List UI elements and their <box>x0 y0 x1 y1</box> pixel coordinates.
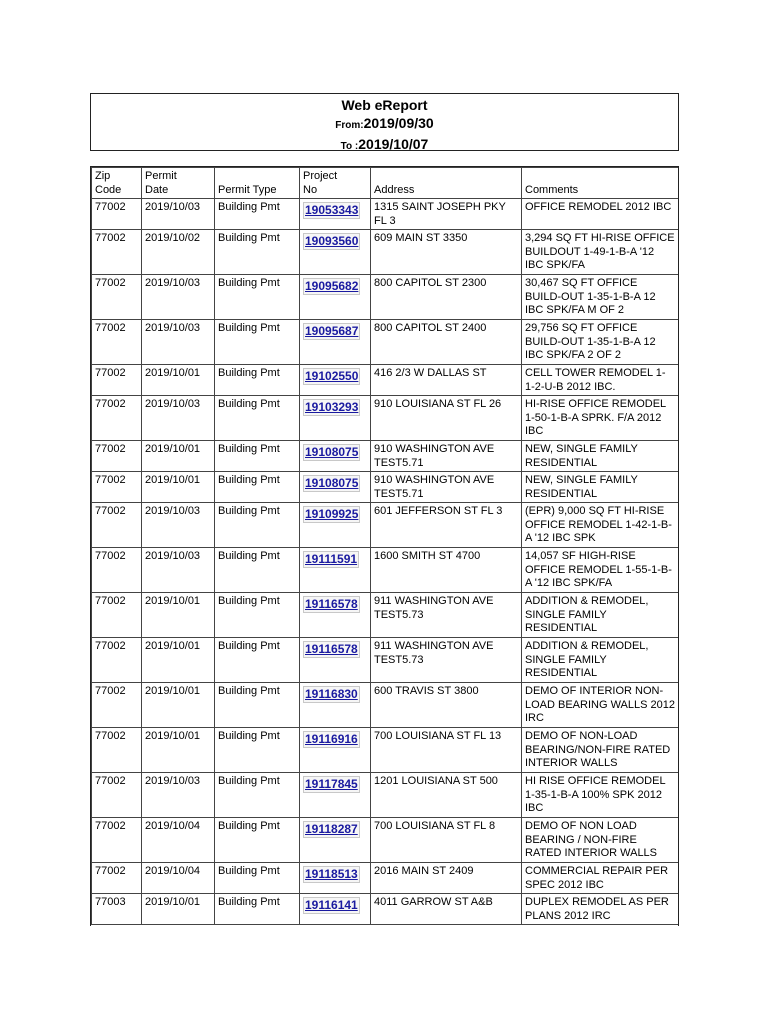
permit-date-cell: 2019/10/03 <box>142 773 215 818</box>
table-row <box>92 683 679 728</box>
zip-cell: 77002 <box>92 818 142 863</box>
project-number-link[interactable]: 19117845 <box>305 777 358 791</box>
permit-date-cell: 2019/10/01 <box>142 365 215 396</box>
permit-type-cell: Building Pmt <box>215 396 300 441</box>
table-row <box>92 365 679 396</box>
permit-date-cell: 2019/10/04 <box>142 863 215 894</box>
comments-cell: DEMO OF INTERIOR NON-LOAD BEARING WALLS 2012 IRC <box>522 683 679 728</box>
project-cell <box>300 472 371 503</box>
permit-table <box>91 167 679 925</box>
permit-type-cell: Building Pmt <box>215 593 300 638</box>
comments-cell: DUPLEX REMODEL AS PER PLANS 2012 IRC <box>522 894 679 925</box>
report-title: Web eReport <box>341 97 428 113</box>
comments-cell: HI RISE OFFICE REMODEL 1-35-1-B-A 100% SPK 2012 IBC <box>522 773 679 818</box>
permit-date-cell: 2019/10/01 <box>142 683 215 728</box>
project-number-link[interactable]: 19102550 <box>305 369 359 383</box>
zip-cell: 77002 <box>92 275 142 320</box>
project-cell <box>300 863 371 894</box>
zip-cell: 77002 <box>92 396 142 441</box>
permit-date-cell: 2019/10/03 <box>142 548 215 593</box>
comments-cell: 29,756 SQ FT OFFICE BUILD-OUT 1-35-1-B-A 12 IBC SPK/FA 2 OF 2 <box>522 320 679 365</box>
project-cell <box>300 548 371 593</box>
from-line <box>91 114 678 135</box>
permit-type-cell: Building Pmt <box>215 728 300 773</box>
permit-type-cell: Building Pmt <box>215 365 300 396</box>
zip-cell: 77002 <box>92 503 142 548</box>
comments-cell: NEW, SINGLE FAMILY RESIDENTIAL <box>522 441 679 472</box>
from-date: 2019/09/30 <box>363 115 434 131</box>
project-number-link[interactable]: 19109925 <box>305 507 359 521</box>
col-zip-code: Zip Code <box>92 168 142 199</box>
project-cell <box>300 275 371 320</box>
project-cell <box>300 365 371 396</box>
to-label: To : <box>340 141 359 152</box>
permit-type-cell: Building Pmt <box>215 863 300 894</box>
zip-cell: 77002 <box>92 365 142 396</box>
address-cell: 910 WASHINGTON AVE TEST5.71 <box>371 472 522 503</box>
permit-type-cell: Building Pmt <box>215 894 300 925</box>
project-number-link[interactable]: 19108075 <box>305 445 359 459</box>
permit-date-cell: 2019/10/03 <box>142 396 215 441</box>
project-number-link[interactable]: 19095687 <box>305 324 359 338</box>
address-cell: 800 CAPITOL ST 2400 <box>371 320 522 365</box>
permit-type-cell: Building Pmt <box>215 503 300 548</box>
zip-cell: 77002 <box>92 230 142 275</box>
to-date: 2019/10/07 <box>358 136 429 152</box>
permit-date-cell: 2019/10/01 <box>142 894 215 925</box>
permit-type-cell: Building Pmt <box>215 548 300 593</box>
project-cell <box>300 728 371 773</box>
col-comments: Comments <box>522 168 679 199</box>
address-cell: 800 CAPITOL ST 2300 <box>371 275 522 320</box>
zip-cell: 77002 <box>92 863 142 894</box>
table-row <box>92 230 679 275</box>
zip-cell: 77002 <box>92 593 142 638</box>
project-number-link[interactable]: 19108075 <box>305 476 359 490</box>
comments-cell: (EPR) 9,000 SQ FT HI-RISE OFFICE REMODEL 1-42-1-B-A '12 IBC SPK <box>522 503 679 548</box>
comments-cell: NEW, SINGLE FAMILY RESIDENTIAL <box>522 472 679 503</box>
permit-type-cell: Building Pmt <box>215 683 300 728</box>
comments-cell: DEMO OF NON LOAD BEARING / NON-FIRE RATED INTERIOR WALLS <box>522 818 679 863</box>
zip-cell: 77003 <box>92 894 142 925</box>
comments-cell: 30,467 SQ FT OFFICE BUILD-OUT 1-35-1-B-A 12 IBC SPK/FA M OF 2 <box>522 275 679 320</box>
permit-type-cell: Building Pmt <box>215 230 300 275</box>
table-row <box>92 638 679 683</box>
project-number-link[interactable]: 19095682 <box>305 279 359 293</box>
project-number-link[interactable]: 19116141 <box>305 898 358 912</box>
col-address: Address <box>371 168 522 199</box>
project-cell <box>300 894 371 925</box>
col-permit-type: Permit Type <box>215 168 300 199</box>
comments-cell: ADDITION & REMODEL, SINGLE FAMILY RESIDENTIAL <box>522 593 679 638</box>
permit-date-cell: 2019/10/01 <box>142 638 215 683</box>
to-line <box>91 135 678 156</box>
comments-cell: OFFICE REMODEL 2012 IBC <box>522 199 679 230</box>
table-row <box>92 548 679 593</box>
permit-date-cell: 2019/10/03 <box>142 275 215 320</box>
comments-cell: 3,294 SQ FT HI-RISE OFFICE BUILDOUT 1-49-1-B-A '12 IBC SPK/FA <box>522 230 679 275</box>
address-cell: 1201 LOUISIANA ST 500 <box>371 773 522 818</box>
table-body <box>92 199 679 925</box>
permit-date-cell: 2019/10/01 <box>142 472 215 503</box>
address-cell: 4011 GARROW ST A&B <box>371 894 522 925</box>
project-number-link[interactable]: 19118287 <box>305 822 358 836</box>
project-cell <box>300 320 371 365</box>
project-cell <box>300 593 371 638</box>
zip-cell: 77002 <box>92 728 142 773</box>
comments-cell: COMMERCIAL REPAIR PER SPEC 2012 IBC <box>522 863 679 894</box>
table-row <box>92 503 679 548</box>
table-row <box>92 728 679 773</box>
table-row <box>92 593 679 638</box>
project-number-link[interactable]: 19116578 <box>305 597 358 611</box>
address-cell: 601 JEFFERSON ST FL 3 <box>371 503 522 548</box>
address-cell: 609 MAIN ST 3350 <box>371 230 522 275</box>
table-row <box>92 472 679 503</box>
address-cell: 416 2/3 W DALLAS ST <box>371 365 522 396</box>
address-cell: 911 WASHINGTON AVE TEST5.73 <box>371 638 522 683</box>
permit-date-cell: 2019/10/01 <box>142 593 215 638</box>
comments-cell: DEMO OF NON-LOAD BEARING/NON-FIRE RATED INTERIOR WALLS <box>522 728 679 773</box>
report-header <box>90 93 679 151</box>
project-number-link[interactable]: 19118513 <box>305 867 358 881</box>
project-cell <box>300 638 371 683</box>
project-cell <box>300 396 371 441</box>
permit-date-cell: 2019/10/01 <box>142 728 215 773</box>
permit-type-cell: Building Pmt <box>215 818 300 863</box>
project-number-link[interactable]: 19093560 <box>305 234 359 248</box>
col-project-no: Project No <box>300 168 371 199</box>
permit-type-cell: Building Pmt <box>215 199 300 230</box>
zip-cell: 77002 <box>92 441 142 472</box>
permit-type-cell: Building Pmt <box>215 441 300 472</box>
zip-cell: 77002 <box>92 773 142 818</box>
project-number-link[interactable]: 19103293 <box>305 400 359 414</box>
from-label: From: <box>335 120 364 131</box>
permit-date-cell: 2019/10/01 <box>142 441 215 472</box>
address-cell: 600 TRAVIS ST 3800 <box>371 683 522 728</box>
zip-cell: 77002 <box>92 548 142 593</box>
address-cell: 911 WASHINGTON AVE TEST5.73 <box>371 593 522 638</box>
table-row <box>92 199 679 230</box>
comments-cell: CELL TOWER REMODEL 1-1-2-U-B 2012 IBC. <box>522 365 679 396</box>
comments-cell: 14,057 SF HIGH-RISE OFFICE REMODEL 1-55-1-B-A '12 IBC SPK/FA <box>522 548 679 593</box>
address-cell: 1315 SAINT JOSEPH PKY FL 3 <box>371 199 522 230</box>
permit-table-frame <box>90 166 679 926</box>
permit-type-cell: Building Pmt <box>215 773 300 818</box>
comments-cell: HI-RISE OFFICE REMODEL 1-50-1-B-A SPRK. F/A 2012 IBC <box>522 396 679 441</box>
table-row <box>92 818 679 863</box>
zip-cell: 77002 <box>92 199 142 230</box>
zip-cell: 77002 <box>92 638 142 683</box>
project-number-link[interactable]: 19116916 <box>305 732 358 746</box>
table-row <box>92 894 679 925</box>
address-cell: 910 WASHINGTON AVE TEST5.71 <box>371 441 522 472</box>
table-row <box>92 773 679 818</box>
zip-cell: 77002 <box>92 683 142 728</box>
zip-cell: 77002 <box>92 472 142 503</box>
project-number-link[interactable]: 19111591 <box>305 552 358 566</box>
permit-date-cell: 2019/10/03 <box>142 503 215 548</box>
table-row <box>92 275 679 320</box>
col-permit-date: Permit Date <box>142 168 215 199</box>
project-cell <box>300 503 371 548</box>
permit-type-cell: Building Pmt <box>215 320 300 365</box>
comments-cell: ADDITION & REMODEL, SINGLE FAMILY RESIDENTIAL <box>522 638 679 683</box>
permit-type-cell: Building Pmt <box>215 275 300 320</box>
address-cell: 910 LOUISIANA ST FL 26 <box>371 396 522 441</box>
table-row <box>92 441 679 472</box>
permit-date-cell: 2019/10/02 <box>142 230 215 275</box>
address-cell: 700 LOUISIANA ST FL 13 <box>371 728 522 773</box>
permit-type-cell: Building Pmt <box>215 638 300 683</box>
table-row <box>92 320 679 365</box>
zip-cell: 77002 <box>92 320 142 365</box>
table-row <box>92 396 679 441</box>
permit-type-cell: Building Pmt <box>215 472 300 503</box>
project-cell <box>300 441 371 472</box>
project-cell <box>300 230 371 275</box>
project-cell <box>300 199 371 230</box>
address-cell: 700 LOUISIANA ST FL 8 <box>371 818 522 863</box>
project-cell <box>300 773 371 818</box>
table-header-row <box>92 168 679 199</box>
address-cell: 2016 MAIN ST 2409 <box>371 863 522 894</box>
permit-date-cell: 2019/10/04 <box>142 818 215 863</box>
project-number-link[interactable]: 19116830 <box>305 687 358 701</box>
permit-date-cell: 2019/10/03 <box>142 199 215 230</box>
table-row <box>92 863 679 894</box>
project-number-link[interactable]: 19116578 <box>305 642 358 656</box>
project-cell <box>300 683 371 728</box>
project-cell <box>300 818 371 863</box>
project-number-link[interactable]: 19053343 <box>305 203 359 217</box>
permit-date-cell: 2019/10/03 <box>142 320 215 365</box>
address-cell: 1600 SMITH ST 4700 <box>371 548 522 593</box>
